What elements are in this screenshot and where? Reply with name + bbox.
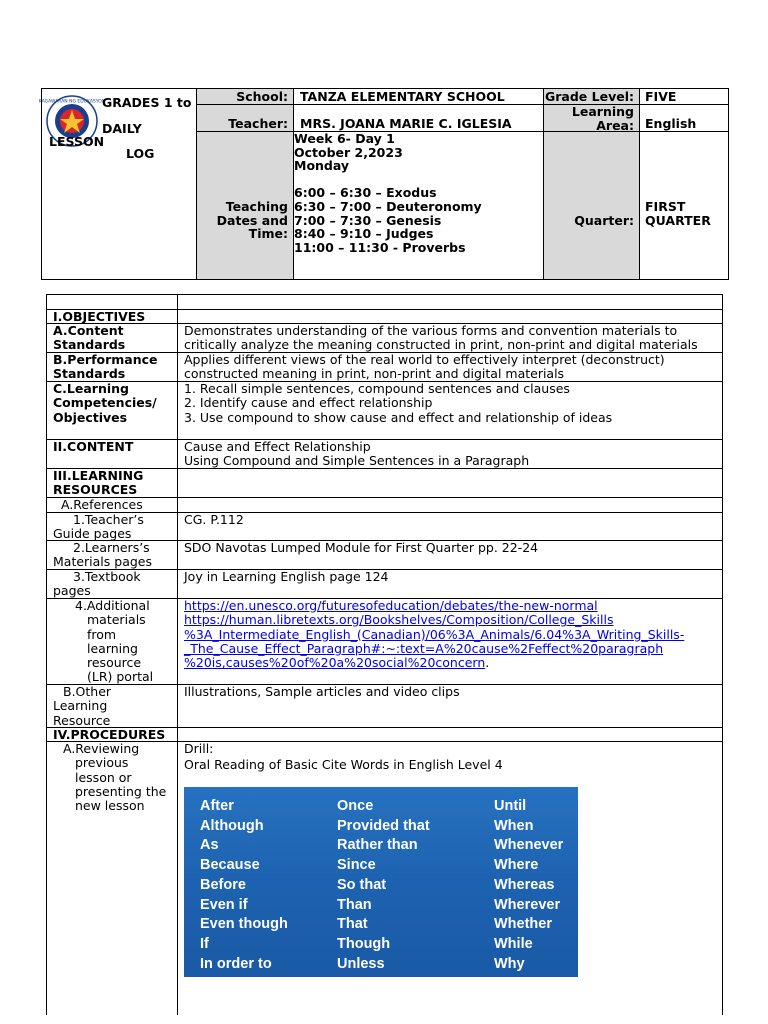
table-row: [47, 728, 723, 742]
title-line-1: GRADES 1 to: [102, 95, 192, 110]
content-standards-label: A.Content Standards: [47, 324, 178, 352]
cite-word: Until: [494, 798, 527, 814]
cite-word: While: [494, 935, 533, 952]
quarter-value-2: QUARTER: [645, 212, 711, 228]
drill-description: Oral Reading of Basic Cite Words in English Level 4: [184, 757, 503, 773]
svg-text:KAGAWARAN NG EDUKASYON: KAGAWARAN NG EDUKASYON: [38, 99, 106, 105]
quarter-value: [640, 132, 728, 279]
unesco-link[interactable]: https://en.unesco.org/futuresofeducation/debates/the-new-normal: [184, 598, 598, 613]
title-line-4: LOG: [126, 146, 155, 161]
resources-heading: III.LEARNING RESOURCES: [47, 469, 178, 497]
cite-word: Though: [337, 935, 391, 952]
cite-word: Whereas: [494, 876, 555, 893]
teaching-dates-label-1: Teaching: [225, 199, 288, 214]
competencies-label: C.Learning Competencies/ Objectives: [47, 382, 178, 439]
cite-word: Before: [200, 876, 246, 893]
drill-label: Drill:: [184, 741, 214, 756]
cite-word: So that: [337, 876, 387, 893]
teachers-guide-value: CG. P.112: [178, 513, 723, 540]
content-value: Cause and Effect Relationship Using Compound and Simple Sentences in a Paragraph: [178, 440, 723, 468]
dates-line: October 2,2023: [294, 144, 403, 160]
dates-line: 6:30 – 7:00 – Deuteronomy: [294, 198, 482, 214]
dates-line: 8:40 – 9:10 – Judges: [294, 226, 434, 242]
teacher-value: MRS. JOANA MARIE C. IGLESIA: [294, 105, 544, 132]
teaching-dates-label-3: Time:: [248, 226, 288, 241]
libretexts-link[interactable]: https://human.libretexts.org/Bookshelves/Composition/College_Skills %3A_Intermediate_English_(Canadian)/06%3A_Animals/6.04%3A_Writing_Skills- _The_Cause_Effect_Paragraph#:~:text=A%20cause%2Feffect%20paragraph: [184, 612, 685, 656]
table-row: [47, 469, 723, 498]
table-row: [47, 440, 723, 469]
dates-line: [294, 173, 543, 187]
cite-word: In order to: [200, 955, 272, 972]
learners-materials-value: SDO Navotas Lumped Module for First Quarter pp. 22-24: [178, 541, 723, 569]
word-column-1: [200, 797, 288, 974]
cite-word: Unless: [337, 955, 385, 972]
learning-area-label-1: Learning: [571, 104, 634, 119]
cite-word: Even if: [200, 896, 248, 913]
learning-area-label-2: Area:: [596, 117, 634, 133]
learners-materials-label: 2.Learners’s Materials pages: [47, 541, 178, 569]
table-row: [47, 498, 723, 513]
cite-word: Although: [200, 817, 264, 834]
teaching-dates-value: [294, 132, 544, 279]
cite-word: Rather than: [337, 837, 418, 854]
textbook-pages-label: 3.Textbook pages: [47, 570, 178, 598]
cite-word: Why: [494, 955, 525, 972]
cite-word: Whether: [494, 916, 552, 933]
cite-word: Whenever: [494, 837, 564, 854]
word-column-2: [337, 797, 430, 974]
word-column-3: [494, 797, 563, 974]
teachers-guide-label: 1.Teacher’s Guide pages: [47, 513, 178, 540]
cite-word: Than: [337, 896, 372, 913]
objectives-heading: I.OBJECTIVES: [47, 310, 178, 323]
dates-line: 7:00 – 7:30 – Genesis: [294, 212, 442, 228]
table-row: [47, 382, 723, 440]
references-label: A.References: [47, 498, 178, 512]
dates-line: 6:00 – 6:30 – Exodus: [294, 185, 437, 201]
table-row: [47, 295, 723, 310]
table-row: [47, 685, 723, 728]
cite-word: That: [337, 916, 368, 933]
dates-line: Week 6- Day 1: [294, 131, 395, 146]
grade-level-value: FIVE: [640, 89, 728, 105]
competencies-value: 1. Recall simple sentences, compound sentences and clauses 2. Identify cause and effect relationship 3. Use compound to show cause and effect and relationship of ideas: [178, 382, 723, 439]
title-cell: [38, 89, 197, 279]
teaching-dates-label: [197, 132, 294, 279]
other-resource-label: B.Other Learning Resource: [47, 685, 178, 727]
table-row: [47, 353, 723, 382]
performance-standards-label: B.Performance Standards: [47, 353, 178, 381]
title-line-3: LESSON: [49, 134, 105, 149]
cite-word: Wherever: [494, 896, 561, 913]
cite-word: Once: [337, 798, 374, 814]
performance-standards-value: Applies different views of the real world to effectively interpret (deconstruct) constructed meaning in print, non-print and digital materials: [178, 353, 723, 381]
cite-word: Where: [494, 857, 539, 874]
header-table: [38, 88, 729, 280]
school-value: TANZA ELEMENTARY SCHOOL: [294, 89, 544, 105]
libretexts-link-end[interactable]: %20is,causes%20of%20a%20social%20concern: [184, 655, 486, 671]
cite-word: Provided that: [337, 817, 430, 834]
grade-level-label: Grade Level:: [544, 89, 640, 105]
cite-word: If: [200, 935, 209, 952]
table-row: [47, 570, 723, 599]
table-row: [47, 513, 723, 541]
title-line-2: DAILY: [102, 121, 142, 136]
teaching-dates-label-2: Dates and: [216, 212, 288, 228]
teacher-label: Teacher:: [197, 105, 294, 132]
cite-word: Even though: [200, 916, 288, 933]
school-label: School:: [197, 89, 294, 105]
table-row: [47, 599, 723, 685]
procedures-heading: IV.PROCEDURES: [47, 728, 178, 741]
dates-line: Monday: [294, 158, 350, 174]
additional-materials-value: https://en.unesco.org/futuresofeducation/debates/the-new-normal https://human.libretexts.org/Bookshelves/Composition/College_Skills %3A_Intermediate_English_(Canadian)/06%3A_Animals/6.04%3A_Writing_Skills- _The_Cause_Effect_Paragraph#:~:text=A%20cause%2Feffect%20paragraph %20is,causes%20of%20a%20social%20concern.: [178, 599, 723, 684]
textbook-pages-value: Joy in Learning English page 124: [178, 570, 723, 598]
dates-line: 11:00 – 11:30 - Proverbs: [294, 239, 466, 255]
table-row: [47, 310, 723, 324]
table-row: [47, 541, 723, 570]
cite-words-image: [184, 787, 578, 977]
cite-word: As: [200, 837, 219, 854]
cite-word: Because: [200, 857, 260, 874]
other-resource-value: Illustrations, Sample articles and video clips: [178, 685, 723, 727]
cite-word: When: [494, 817, 534, 834]
content-standards-value: Demonstrates understanding of the various forms and convention materials to critically analyze the meaning constructed in print, non-print and digital materials: [178, 324, 723, 352]
cite-word: After: [200, 798, 234, 814]
content-heading: II.CONTENT: [47, 440, 178, 468]
quarter-value-1: FIRST: [645, 199, 686, 214]
cite-word: Since: [337, 857, 376, 874]
additional-materials-label: 4.Additional materials from learning resource (LR) portal: [47, 599, 178, 684]
learning-area-label: [544, 105, 640, 132]
learning-area-value: English: [640, 105, 728, 132]
table-row: [47, 324, 723, 353]
quarter-label: Quarter:: [544, 132, 640, 279]
reviewing-label: A.Reviewing previous lesson or presenting the new lesson: [47, 742, 178, 1015]
